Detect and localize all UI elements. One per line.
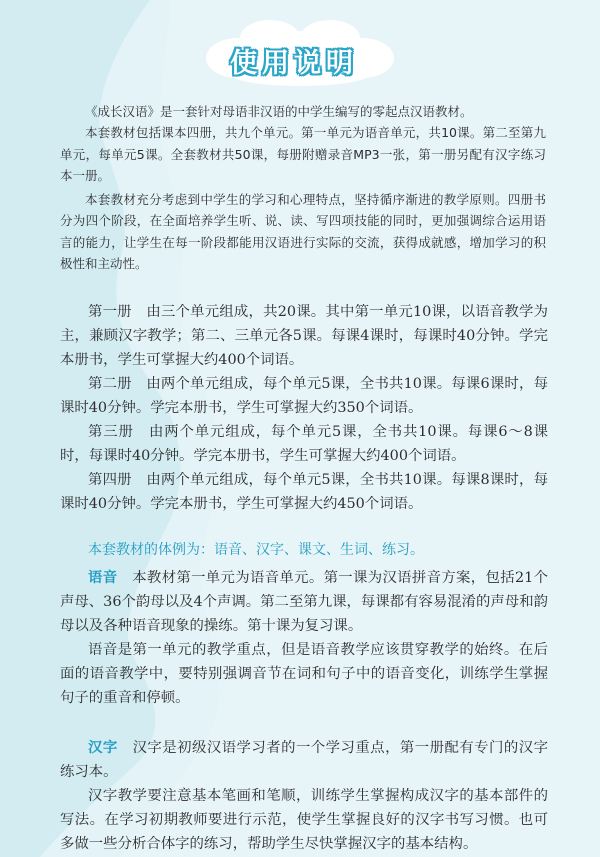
examples-heading: 本套教材的体例为：语音、汉字、课文、生词、练习。	[88, 542, 424, 558]
volume-paragraph: 第四册 由两个单元组成，每个单元5课，全书共10课。每课8课时，每课时40分钟。学完本册书，学生可掌握大约450个词语。	[60, 472, 548, 512]
intro-paragraph: 《成长汉语》是一套针对母语非汉语的中学生编写的零起点汉语教材。	[85, 104, 473, 119]
characters-paragraph	[60, 736, 548, 784]
intro-paragraph: 本套教材充分考虑到中学生的学习和心理特点，坚持循序渐进的教学原则。四册书分为四个阶段，在全面培养学生听、说、读、写四项技能的同时，更加强调综合运用语言的能力，让学生在每一阶段都能用汉语进行实际的交流，获得成就感，增加学习的积极性和主动性。	[60, 192, 546, 272]
volume-paragraph: 第二册 由两个单元组成，每个单元5课，全书共10课。每课6课时，每课时40分钟。学完本册书，学生可掌握大约350个词语。	[60, 376, 548, 416]
phonetics-term: 语音	[88, 570, 118, 586]
page-title: 使用说明	[230, 48, 358, 79]
volume-paragraph: 第一册 由三个单元组成，共20课。其中第一单元10课，以语音教学为主，兼顾汉字教学；第二、三单元各5课。每课4课时，每课时40分钟。学完本册书，学生可掌握大约400个词语。	[60, 304, 548, 368]
intro-section	[60, 101, 546, 274]
phonetics-paragraph-2: 语音是第一单元的教学重点，但是语音教学应该贯穿教学的始终。在后面的语音教学中，要特别强调音节在词和句子中的语音变化，训练学生掌握句子的重音和停顿。	[60, 642, 548, 706]
phonetics-section	[60, 566, 548, 710]
characters-text: 汉字是初级汉语学习者的一个学习重点，第一册配有专门的汉字练习本。	[60, 740, 548, 780]
phonetics-text: 本教材第一单元为语音单元。第一课为汉语拼音方案，包括21个声母、36个韵母以及4个声调。第二至第九课，每课都有容易混淆的声母和韵母以及各种语音现象的操练。第十课为复习课。	[60, 570, 548, 634]
intro-paragraph: 本套教材包括课本四册，共九个单元。第一单元为语音单元，共10课。第二至第九单元，每单元5课。全套教材共50课，每册附赠录音MP3一张，第一册另配有汉字练习本一册。	[60, 125, 546, 183]
phonetics-paragraph	[60, 566, 548, 638]
characters-section	[60, 736, 548, 856]
volumes-section	[60, 300, 548, 516]
volume-paragraph: 第三册 由两个单元组成，每个单元5课，全书共10课。每课6～8课时，每课时40分钟。学完本册书，学生可掌握大约400个词语。	[60, 424, 548, 464]
characters-paragraph-2: 汉字教学要注意基本笔画和笔顺，训练学生掌握构成汉字的基本部件的写法。在学习初期教师要进行示范，使学生掌握良好的汉字书写习惯。也可多做一些分析合体字的练习，帮助学生尽快掌握汉字的基本结构。	[60, 788, 548, 852]
characters-term: 汉字	[88, 740, 118, 756]
